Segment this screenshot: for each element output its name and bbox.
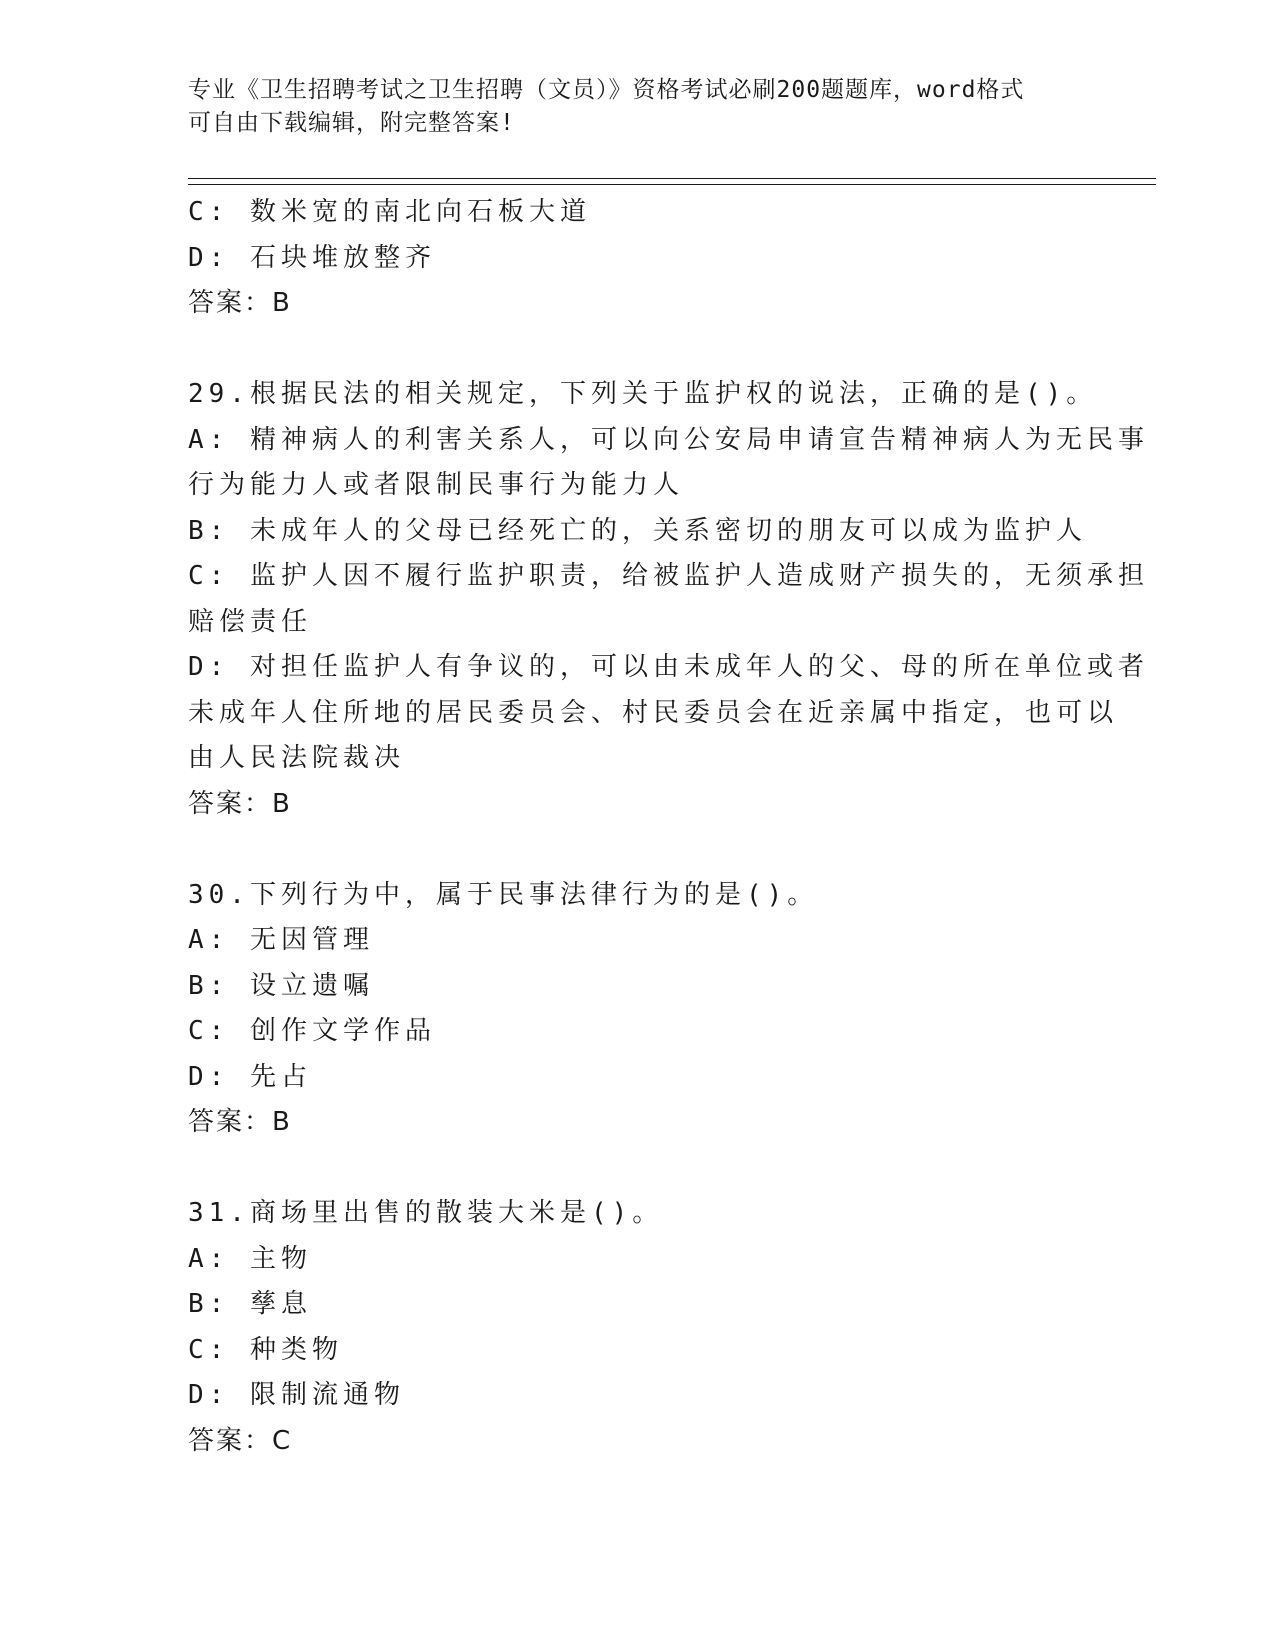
document-header xyxy=(188,74,1088,140)
spacer xyxy=(188,1146,1088,1192)
question-text: 30.下列行为中，属于民事法律行为的是()。 xyxy=(188,879,819,910)
header-divider-top xyxy=(188,178,1156,179)
option-d-continued: 未成年人住所地的居民委员会、村民委员会在近亲属中指定，也可以 xyxy=(188,697,1119,728)
answer-label: 答案：B xyxy=(188,288,292,318)
header-line-2: 可自由下载编辑，附完整答案! xyxy=(188,110,515,136)
question-29 xyxy=(188,372,1149,827)
option-a: A: 精神病人的利害关系人，可以向公安局申请宣告精神病人为无民事 xyxy=(188,424,1149,455)
option-c: C: 种类物 xyxy=(188,1334,343,1365)
option-c: C: 监护人因不履行监护职责，给被监护人造成财产损失的，无须承担 xyxy=(188,561,1149,591)
answer-label: 答案：C xyxy=(188,1425,293,1456)
previous-question-tail xyxy=(188,190,1088,327)
option-d: D: 对担任监护人有争议的，可以由未成年人的父、母的所在单位或者 xyxy=(188,652,1149,682)
question-list xyxy=(188,190,1149,1464)
option-d: D: 石块堆放整齐 xyxy=(188,242,436,273)
option-b: B: 未成年人的父母已经死亡的，关系密切的朋友可以成为监护人 xyxy=(188,515,1087,546)
spacer xyxy=(188,827,1088,873)
question-text: 31.商场里出售的散装大米是()。 xyxy=(188,1198,664,1228)
option-a-continued: 行为能力人或者限制民事行为能力人 xyxy=(188,470,685,500)
spacer xyxy=(188,327,1088,373)
option-c: C: 数米宽的南北向石板大道 xyxy=(188,197,591,227)
answer-label: 答案：B xyxy=(188,788,292,819)
option-c: C: 创作文学作品 xyxy=(188,1016,436,1046)
header-divider-bottom xyxy=(188,184,1156,185)
option-b: B: 设立遗嘱 xyxy=(188,970,374,1001)
question-31 xyxy=(188,1191,1088,1464)
option-a: A: 无因管理 xyxy=(188,925,374,955)
option-b: B: 孳息 xyxy=(188,1289,312,1319)
option-a: A: 主物 xyxy=(188,1243,312,1274)
option-d-continued: 由人民法院裁决 xyxy=(188,743,406,773)
question-text: 29.根据民法的相关规定，下列关于监护权的说法，正确的是()。 xyxy=(188,379,1098,409)
header-line-1: 专业《卫生招聘考试之卫生招聘（文员）》资格考试必刷200题题库，word格式 xyxy=(188,77,1025,103)
answer-label: 答案：B xyxy=(188,1107,292,1137)
option-d: D: 先占 xyxy=(188,1061,312,1092)
question-30 xyxy=(188,873,1088,1146)
option-d: D: 限制流通物 xyxy=(188,1380,405,1410)
option-c-continued: 赔偿责任 xyxy=(188,606,313,637)
